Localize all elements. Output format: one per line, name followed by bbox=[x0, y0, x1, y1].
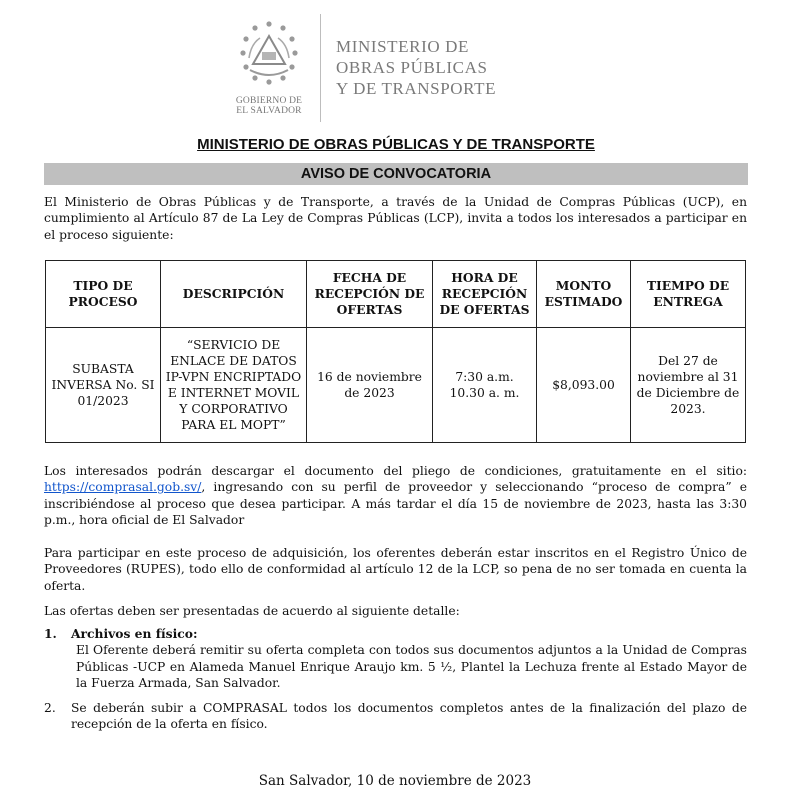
ministry-line-3: Y DE TRANSPORTE bbox=[336, 79, 497, 98]
header-divider bbox=[320, 14, 321, 122]
place-date: San Salvador, 10 de noviembre de 2023 bbox=[258, 773, 532, 789]
item-body: El Oferente deberá remitir su oferta completa con todos sus documentos adjuntos a la Unidad de Compras Públicas -UCP en Alameda Manuel Enrique Araujo km. 5 ½, Plantel la Lechuza frente al Estado Mayor de la Fuerza Armada, San Salvador. bbox=[76, 643, 747, 691]
notice-heading: AVISO DE CONVOCATORIA bbox=[44, 163, 748, 185]
gov-line-1: GOBIERNO DE bbox=[235, 96, 303, 106]
cell-monto: $8,093.00 bbox=[537, 328, 631, 443]
header-tiempo: TIEMPO DE ENTREGA bbox=[631, 261, 746, 328]
rupes-paragraph: Para participar en este proceso de adquisición, los oferentes deberán estar inscritos en el Registro Único de Proveedores (RUPES), todo ello de conformidad al artículo 12 de la LCP, so pena de no ser tomada en cuenta la oferta. bbox=[44, 546, 747, 593]
detail-intro: Las ofertas deben ser presentadas de acuerdo al siguiente detalle: bbox=[44, 604, 460, 618]
cell-fecha: 16 de noviembre de 2023 bbox=[307, 328, 433, 443]
ministry-name bbox=[336, 36, 496, 99]
document-title: MINISTERIO DE OBRAS PÚBLICAS Y DE TRANSPORTE bbox=[197, 136, 595, 153]
header-hora: HORA DE RECEPCIÓN DE OFERTAS bbox=[433, 261, 537, 328]
cell-descripcion: “SERVICIO DE ENLACE DE DATOS IP-VPN ENCRIPTADO E INTERNET MOVIL Y CORPORATIVO PARA EL MOPT” bbox=[161, 328, 307, 443]
list-item bbox=[44, 700, 747, 733]
item-title: Archivos en físico: bbox=[71, 626, 198, 641]
intro-paragraph: El Ministerio de Obras Públicas y de Transporte, a través de la Unidad de Compras Públicas (UCP), en cumplimiento al Artículo 87 de La Ley de Compras Públicas (LCP), invita a todos los interesados a participar en el proceso siguiente: bbox=[44, 195, 747, 242]
header-monto: MONTO ESTIMADO bbox=[537, 261, 631, 328]
download-text-after: , ingresando con su perfil de proveedor y seleccionando “proceso de compra” e inscribiéndose al proceso que desea participar. A más tardar el día 15 de noviembre de 2023, hasta las 3:30 p.m., hora oficial de El Salvador bbox=[44, 480, 747, 528]
list-item bbox=[44, 626, 747, 692]
comprasal-link[interactable]: https://comprasal.gob.sv/ bbox=[44, 480, 202, 495]
letterhead bbox=[228, 12, 528, 124]
item-number: 2. bbox=[44, 700, 56, 715]
cell-hora: 7:30 a.m. 10.30 a. m. bbox=[433, 328, 537, 443]
ministry-line-1: MINISTERIO DE bbox=[336, 37, 469, 56]
government-label bbox=[228, 96, 310, 116]
item-number: 1. bbox=[44, 626, 57, 641]
download-paragraph bbox=[44, 463, 747, 529]
header-tipo: TIPO DE PROCESO bbox=[46, 261, 161, 328]
process-table bbox=[45, 260, 746, 443]
cell-tipo: SUBASTA INVERSA No. SI 01/2023 bbox=[46, 328, 161, 443]
table-header-row bbox=[46, 261, 746, 328]
gov-line-2: EL SALVADOR bbox=[236, 106, 302, 116]
coat-of-arms-icon bbox=[236, 20, 302, 90]
header-fecha: FECHA DE RECEPCIÓN DE OFERTAS bbox=[307, 261, 433, 328]
ministry-line-2: OBRAS PÚBLICAS bbox=[336, 58, 488, 77]
header-descripcion: DESCRIPCIÓN bbox=[161, 261, 307, 328]
requirements-list bbox=[44, 626, 747, 732]
table-row bbox=[46, 328, 746, 443]
item-body: Se deberán subir a COMPRASAL todos los documentos completos antes de la finalización del plazo de recepción de la oferta en físico. bbox=[71, 700, 747, 732]
cell-tiempo: Del 27 de noviembre al 31 de Diciembre de 2023. bbox=[631, 328, 746, 443]
download-text-before: Los interesados podrán descargar el documento del pliego de condiciones, gratuitamente en el sitio: bbox=[44, 464, 747, 478]
